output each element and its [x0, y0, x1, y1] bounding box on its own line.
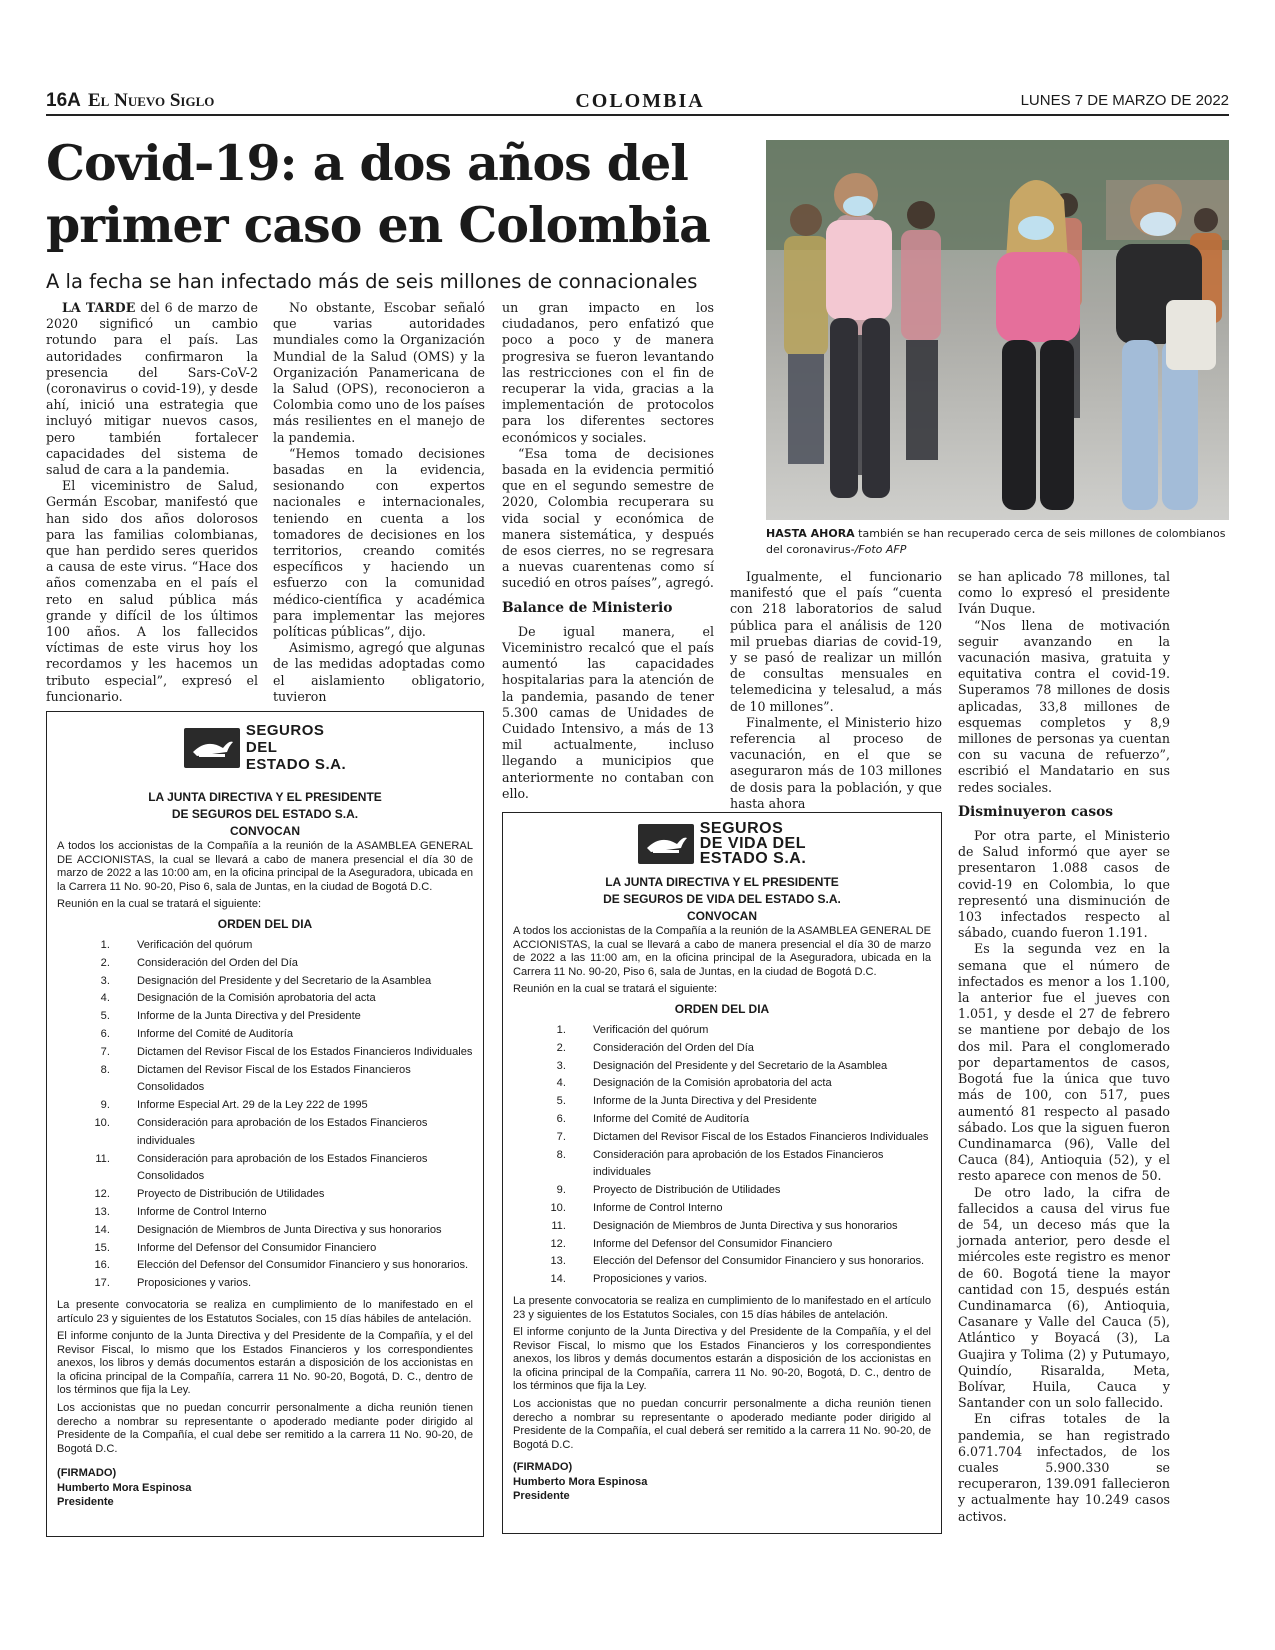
ad-paragraph: A todos los accionistas de la Compañía a la reunión de la ASAMBLEA GENERAL DE ACCIONISTAS, la cual se llevará a cabo de manera presencial el día 30 de marzo de 2022 a las 11:00 am, en la oficina principal de la Aseguradora, ubicada en la Carrera 11 No. 90-20, Piso 6, sala de Juntas, en la ciudad de Bogotá D.C. [513, 925, 931, 978]
agenda-item: 3. Designación del Presidente y del Secretario de la Asamblea [113, 973, 473, 991]
ad-paragraph: Reunión en la cual se tratará el siguiente: [57, 898, 262, 911]
article-subhead: Balance de Ministerio [502, 599, 673, 616]
agenda-item: 14. Proposiciones y varios. [569, 1271, 931, 1289]
ad-heading: LA JUNTA DIRECTIVA Y EL PRESIDENTE [148, 790, 382, 804]
ad-logo-line: SEGUROS [699, 820, 784, 837]
article-paragraph: De otro lado, la cifra de fallecidos a causa del virus fue de 54, un deceso más que la jornada anterior, pero desde el miércoles este registro es menor de 60. Bogotá tiene la mayor cantidad con 15, después están Cundinamarca (6), Antioquia, Casanare y Valle del Cauca (5), Atlántico y Boyacá (3), La Guajira y Tolima (2) y Putumayo, Quindío, Risaralda, Meta, Bolívar, Huila, Cauca y Santander con un solo fallecido. [958, 1184, 1170, 1411]
ad-logo-line: ESTADO S.A. [699, 850, 807, 867]
article-paragraph: “Nos llena de motivación seguir avanzando en la vacunación masiva, gratuita y equitativa contra el covid-19. Superamos 78 millones de dosis aplicadas, 33,8 millones de esquemas completos y 8,9 millones de personas ya cuentan con su vacuna de refuerzo”, escribió el Mandatario en sus redes sociales. [958, 617, 1170, 795]
agenda-item: 8. Dictamen del Revisor Fiscal de los Estados Financieros Consolidados [113, 1062, 473, 1098]
ad-signature-title: Presidente [513, 1490, 570, 1503]
article-paragraph: Es la segunda vez en la semana que el número de infectados es menor a los 1.100, la anterior fue el jueves con 1.051, y desde el 27 de febrero se mantiene por debajo de los dos mil. Para el conglomerado por departamentos de casos, Bogotá fue la única que tuvo más de 100, con 517, pues aumentó 81 respecto al pasado sábado. Los que la siguen fueron Cundinamarca (96), Valle del Cauca (84), Antioquia (52), y el resto aparece con menos de 50. [958, 941, 1170, 1184]
ad-heading: DE SEGUROS DE VIDA DEL ESTADO S.A. [603, 892, 841, 906]
article-column-4 [730, 569, 942, 812]
agenda-item: 12. Informe del Defensor del Consumidor Financiero [569, 1236, 931, 1254]
article-title-line2: primer caso en Colombia [46, 196, 710, 254]
article-title-line1: Covid-19: a dos años del [46, 134, 688, 192]
article-subhead: Disminuyeron casos [958, 803, 1114, 820]
agenda-item: 5. Informe de la Junta Directiva y del Presidente [569, 1093, 931, 1111]
agenda-item: 15. Informe del Defensor del Consumidor Financiero [113, 1240, 473, 1258]
ad-paragraph: El informe conjunto de la Junta Directiva y del Presidente de la Compañía, y el del Revisor Fiscal, lo mismo que los Estados Financieros y los correspondientes anexos, los libros y demás documentos estarán a disposición de los accionistas en la oficina principal de la Compañía, carrera 11 No. 90-20, Bogotá, D. C., dentro de los términos que fija la Ley. [57, 1330, 473, 1397]
agenda-item: 4. Designación de la Comisión aprobatoria del acta [569, 1075, 931, 1093]
caption-credit: -/Foto AFP [850, 543, 907, 556]
lamp-icon [638, 824, 694, 864]
ad-heading: DE SEGUROS DEL ESTADO S.A. [171, 807, 359, 821]
agenda-item: 10. Informe de Control Interno [569, 1200, 931, 1218]
agenda-item: 11. Designación de Miembros de Junta Directiva y sus honorarios [569, 1218, 931, 1236]
agenda-item: 17. Proposiciones y varios. [113, 1275, 473, 1293]
agenda-item: 10. Consideración para aprobación de los Estados Financieros individuales [113, 1115, 473, 1151]
header-rule [46, 114, 1229, 116]
ad-agenda-list [513, 1022, 931, 1289]
article-paragraph: De igual manera, el Viceministro recalcó que el país aumentó las capacidades hospitalarias para la atención de la pandemia, pasando de tener 5.300 camas de Unidades de Cuidado Intensivo, a más de 13 mil actualmente, incluso llegando a municipios que anteriormente no contaban con ello. [502, 623, 714, 801]
agenda-item: 6. Informe del Comité de Auditoría [113, 1026, 473, 1044]
article-column-3 [502, 300, 714, 802]
article-paragraph [46, 300, 258, 478]
ad-logo-line: DEL [245, 739, 278, 756]
people-wearing-masks-photo [766, 140, 1229, 520]
agenda-item: 4. Designación de la Comisión aprobatoria del acta [113, 990, 473, 1008]
section-name: COLOMBIA [575, 90, 705, 112]
agenda-item: 2. Consideración del Orden del Día [569, 1040, 931, 1058]
caption-text: también se han recuperado cerca de seis millones de colombianos del coronavirus [766, 527, 1226, 556]
photo-caption [766, 526, 1229, 558]
agenda-item: 1. Verificación del quórum [113, 937, 473, 955]
agenda-item: 3. Designación del Presidente y del Secretario de la Asamblea [569, 1058, 931, 1076]
ad-signature-note: (FIRMADO) [513, 1461, 573, 1474]
ad-logo-line: DE VIDA DEL [699, 835, 806, 852]
article-column-1 [46, 300, 258, 705]
ad-paragraph: La presente convocatoria se realiza en cumplimiento de lo manifestado en el artículo 23 y siguientes de los Estatutos Sociales, con 15 días hábiles de antelación. [57, 1298, 473, 1325]
agenda-item: 11. Consideración para aprobación de los Estados Financieros Consolidados [113, 1151, 473, 1187]
article-paragraph: Igualmente, el funcionario manifestó que el país “cuenta con 218 laboratorios de salud pública para el análisis de 120 mil pruebas diarias de covid-19, y se pasó de realizar un millón de consultas mensuales en telemedicina y telesalud, a más de 10 millones”. [730, 569, 942, 714]
ad-logo [513, 821, 931, 866]
article-paragraph: No obstante, Escobar señaló que varias autoridades mundiales como la Organización Mundial de la Salud (OMS) y la Organización Panamericana de la Salud (OPS), reconocieron a Colombia como uno de los países más resilientes en el manejo de la pandemia. [273, 300, 485, 445]
photo-illustration [766, 140, 1229, 520]
agenda-item: 12. Proyecto de Distribución de Utilidades [113, 1186, 473, 1204]
article-paragraph: “Esa toma de decisiones basada en la evidencia permitió que en el segundo semestre de 2020, Colombia recuperara su vida social y económica de manera sistemática, y después de esos cierres, no se regresara a nuevas cuarentenas como sí sucedió en otros países”, agregó. [502, 445, 714, 591]
article-column-5 [958, 569, 1170, 1525]
article-paragraph-text: del 6 de marzo de 2020 significó un cambio rotundo para el país. Las autoridades confirmaron la presencia del Sars-CoV-2 (coronavirus o covid-19), y desde ahí, inició una estrategia que incluyó mitigar nuevos casos, pero también fortalecer capacidades del sistema de salud de cara a la pandemia. [46, 300, 258, 478]
ad-paragraph: La presente convocatoria se realiza en cumplimiento de lo manifestado en el artículo 23 y siguientes de los Estatutos Sociales, con 15 días hábiles de antelación. [513, 1294, 931, 1321]
ad-agenda-list [57, 937, 473, 1293]
ad-signature-name: Humberto Mora Espinosa [57, 1481, 192, 1494]
ad-heading: CONVOCAN [686, 909, 757, 923]
article-column-2 [273, 300, 485, 705]
ad-heading: CONVOCAN [229, 824, 300, 838]
page-folio: 16A [46, 90, 81, 111]
agenda-item: 13. Informe de Control Interno [113, 1204, 473, 1222]
article-paragraph: En cifras totales de la pandemia, se han registrado 6.071.704 infectados, de los cuales 5.900.330 se recuperaron, 139.091 fallecieron y actualmente hay 10.249 casos activos. [958, 1411, 1170, 1524]
agenda-item: 8. Consideración para aprobación de los Estados Financieros individuales [569, 1147, 931, 1183]
newspaper-name: El Nuevo Siglo [88, 90, 215, 111]
ad-paragraph: Los accionistas que no puedan concurrir personalmente a dicha reunión tienen derecho a nombrar su representante o apoderado mediante poder dirigido al Presidente de la Compañía, el cual deberá ser remitido a la carrera 11 No. 90-20, de Bogotá D.C. [513, 1398, 931, 1451]
agenda-item: 9. Informe Especial Art. 29 de la Ley 222 de 1995 [113, 1097, 473, 1115]
ad-seguros-del-estado [46, 711, 484, 1537]
ad-logo-text [246, 722, 346, 773]
agenda-item: 9. Proyecto de Distribución de Utilidades [569, 1182, 931, 1200]
ad-logo-line: SEGUROS [245, 722, 325, 739]
agenda-item: 1. Verificación del quórum [569, 1022, 931, 1040]
ad-signature-name: Humberto Mora Espinosa [513, 1475, 648, 1488]
article-paragraph: Asimismo, agregó que algunas de las medidas adoptadas como el aislamiento obligatorio, tuvieron [273, 640, 485, 704]
lamp-icon [184, 728, 240, 768]
article-paragraph: “Hemos tomado decisiones basadas en la evidencia, sesionando con expertos nacionales e internacionales, teniendo en cuenta a los tomadores de decisiones en los territorios, creando comités específicos y haciendo un esfuerzo con la comunidad médico-científica y académica para implementar las mejores políticas públicas”, dijo. [273, 445, 485, 640]
agenda-item: 7. Dictamen del Revisor Fiscal de los Estados Financieros Individuales [113, 1044, 473, 1062]
article-paragraph: El viceministro de Salud, Germán Escobar, manifestó que han sido dos años dolorosos para las familias colombianas, que han perdido seres queridos a causa de este virus. “Hace dos años comenzaba en el país el reto en salud pública más grande y difícil de los últimos 100 años. A los fallecidos víctimas de este virus hoy los recordamos y les hacemos un tributo especial”, expresó el funcionario. [46, 478, 258, 704]
ad-logo [57, 722, 473, 773]
ad-signature-note: (FIRMADO) [57, 1467, 117, 1480]
agenda-item: 6. Informe del Comité de Auditoría [569, 1111, 931, 1129]
ad-agenda-title: ORDEN DEL DIA [217, 916, 313, 931]
article-paragraph: Por otra parte, el Ministerio de Salud informó que ayer se presentaron 1.088 casos de covid-19 en Colombia, lo que representó una disminución de 103 infectados respecto al sábado, cuando fueron 1.191. [958, 828, 1170, 941]
ad-paragraph: A todos los accionistas de la Compañía a la reunión de la ASAMBLEA GENERAL DE ACCIONISTAS, la cual se llevará a cabo de manera presencial el día 30 de marzo de 2022 a las 10:00 am, en la oficina principal de la Aseguradora, ubicada en la Carrera 11 No. 90-20, Piso 6, sala de Juntas, en la ciudad de Bogotá D.C. [57, 840, 473, 893]
article-paragraph: se han aplicado 78 millones, tal como lo expresó el presidente Iván Duque. [958, 569, 1170, 617]
article-title [46, 132, 746, 256]
issue-date: LUNES 7 DE MARZO DE 2022 [1020, 92, 1229, 109]
ad-seguros-de-vida-del-estado [502, 812, 942, 1534]
article-subtitle: A la fecha se han infectado más de seis millones de connacionales [46, 270, 698, 293]
agenda-item: 2. Consideración del Orden del Día [113, 955, 473, 973]
agenda-item: 5. Informe de la Junta Directiva y del Presidente [113, 1008, 473, 1026]
ad-paragraph: Los accionistas que no puedan concurrir personalmente a dicha reunión tienen derecho a nombrar su representante o apoderado mediante poder dirigido al Presidente de la Compañía, el cual debe ser remitido a la carrera 11 No. 90-20, de Bogotá D.C. [57, 1402, 473, 1455]
ad-paragraph: Reunión en la cual se tratará el siguiente: [513, 983, 718, 996]
caption-lead: HASTA AHORA [766, 527, 855, 540]
article-paragraph: un gran impacto en los ciudadanos, pero enfatizó que poco a poco y de manera progresiva se fueron levantando las restricciones con el fin de recuperar la vida, gracias a la implementación de protocolos para los diferentes sectores económicos y sociales. [502, 300, 714, 445]
ad-logo-text [700, 821, 807, 866]
ad-agenda-title: ORDEN DEL DIA [674, 1001, 770, 1016]
ad-logo-line: ESTADO S.A. [245, 756, 347, 773]
ad-heading: LA JUNTA DIRECTIVA Y EL PRESIDENTE [605, 875, 839, 889]
article-paragraph: Finalmente, el Ministerio hizo referencia al proceso de vacunación, en el que se aseguraron más de 103 millones de dosis para la población, y que hasta ahora [730, 714, 942, 811]
ad-signature-title: Presidente [57, 1496, 114, 1509]
agenda-item: 14. Designación de Miembros de Junta Directiva y sus honorarios [113, 1222, 473, 1240]
agenda-item: 16. Elección del Defensor del Consumidor Financiero y sus honorarios. [113, 1257, 473, 1275]
article-lead-word: LA TARDE [62, 300, 136, 315]
agenda-item: 7. Dictamen del Revisor Fiscal de los Estados Financieros Individuales [569, 1129, 931, 1147]
agenda-item: 13. Elección del Defensor del Consumidor Financiero y sus honorarios. [569, 1253, 931, 1271]
ad-paragraph: El informe conjunto de la Junta Directiva y del Presidente de la Compañía, y el del Revisor Fiscal, lo mismo que los Estados Financieros y los correspondientes anexos, los libros y demás documentos estarán a disposición de los accionistas en la oficina principal de la Compañía, carrera 11 No. 90-20, Bogotá, D. C., dentro de los términos que fija la Ley. [513, 1326, 931, 1393]
